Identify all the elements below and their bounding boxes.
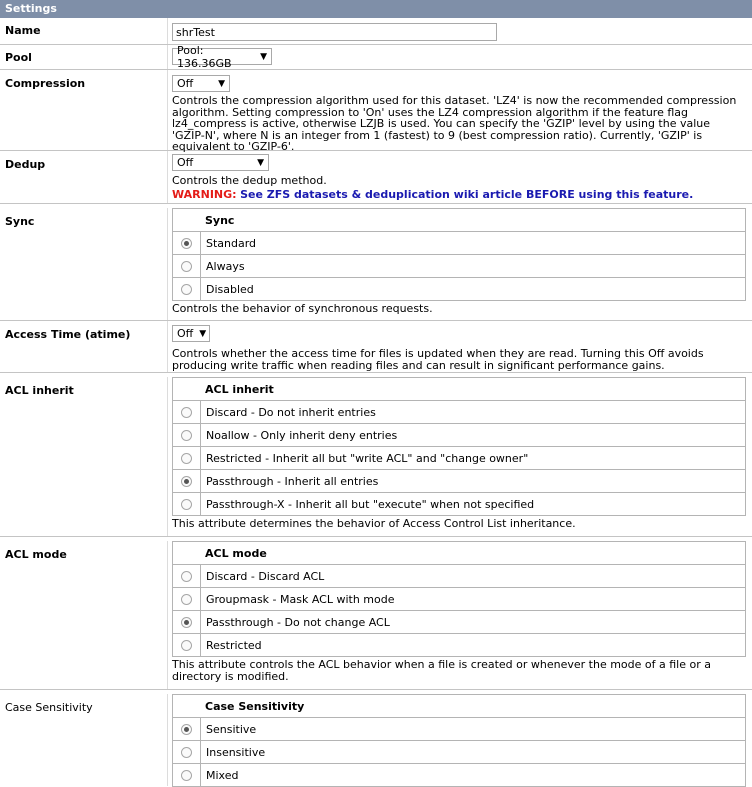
acl-inherit-option[interactable] (173, 493, 746, 516)
radio-button[interactable] (181, 238, 192, 249)
atime-select[interactable] (172, 325, 210, 342)
dedup-warning-label: WARNING: (172, 187, 237, 201)
radio-button[interactable] (181, 617, 192, 628)
case-sensitivity-option[interactable] (173, 764, 746, 787)
compression-select[interactable] (172, 75, 230, 92)
chevron-down-icon: ▼ (257, 157, 264, 168)
acl-inherit-option-label: Passthrough-X - Inherit all but "execute" when not specified (201, 493, 746, 516)
atime-select-value: Off (177, 327, 194, 340)
acl-inherit-radio-table (172, 377, 746, 516)
sync-option[interactable] (173, 255, 746, 278)
acl-mode-option[interactable] (173, 611, 746, 634)
dedup-description: Controls the dedup method. (172, 174, 327, 187)
acl-inherit-option-label: Passthrough - Inherit all entries (201, 470, 746, 493)
dedup-select-value: Off (177, 156, 194, 169)
acl-inherit-option-label: Noallow - Only inherit deny entries (201, 424, 746, 447)
compression-select-value: Off (177, 77, 194, 90)
case-sensitivity-label: Case Sensitivity (5, 701, 93, 714)
radio-button[interactable] (181, 476, 192, 487)
row-name (0, 18, 752, 45)
case-sensitivity-option[interactable] (173, 718, 746, 741)
acl-mode-option-label: Groupmask - Mask ACL with mode (201, 588, 746, 611)
acl-mode-description: This attribute controls the ACL behavior when a file is created or whenever the mode of a file or a directory is modified. (172, 658, 711, 683)
chevron-down-icon: ▼ (199, 328, 207, 339)
sync-option-label: Standard (201, 232, 746, 255)
pool-select-value: Pool: 136.36GB (177, 43, 232, 70)
acl-inherit-option[interactable] (173, 424, 746, 447)
radio-button[interactable] (181, 747, 192, 758)
radio-button[interactable] (181, 453, 192, 464)
chevron-down-icon: ▼ (218, 78, 225, 89)
case-sensitivity-option[interactable] (173, 741, 746, 764)
radio-button[interactable] (181, 499, 192, 510)
sync-label: Sync (5, 215, 35, 228)
radio-button[interactable] (181, 407, 192, 418)
case-sensitivity-option-label: Sensitive (201, 718, 746, 741)
acl-mode-table-header: ACL mode (173, 542, 746, 565)
row-pool (0, 45, 752, 70)
radio-button[interactable] (181, 724, 192, 735)
sync-radio-table (172, 208, 746, 301)
radio-button[interactable] (181, 770, 192, 781)
dedup-label: Dedup (5, 158, 46, 171)
atime-description: Controls whether the access time for files is updated when they are read. Turning this Off avoids producing write traffic when reading files and can result in significant performance gains. (172, 347, 704, 372)
sync-description: Controls the behavior of synchronous requests. (172, 302, 433, 315)
pool-label: Pool (5, 51, 32, 64)
radio-button[interactable] (181, 261, 192, 272)
case-sensitivity-option-label: Mixed (201, 764, 746, 787)
case-sensitivity-table-header: Case Sensitivity (173, 695, 746, 718)
acl-inherit-option-label: Discard - Do not inherit entries (201, 401, 746, 424)
acl-inherit-table-header: ACL inherit (173, 378, 746, 401)
radio-button[interactable] (181, 640, 192, 651)
acl-inherit-option[interactable] (173, 447, 746, 470)
acl-mode-radio-table (172, 541, 746, 657)
chevron-down-icon: ▼ (260, 51, 267, 62)
name-input[interactable] (172, 23, 497, 41)
sync-option[interactable] (173, 232, 746, 255)
compression-description: Controls the compression algorithm used for this dataset. 'LZ4' is now the recommended compression algorithm. Setting compression to 'On' uses the LZ4 compression algorithm if the feature flag lz4_compress is active, otherwise LZJB is used. You can specify the 'GZIP' level by using the value 'GZIP-N', where N is an integer from 1 (fastest) to 9 (best compression ratio). Currently, 'GZIP' is equivalent to 'GZIP-6'. (172, 94, 737, 153)
row-acl-inherit (0, 377, 752, 537)
settings-header (0, 0, 752, 18)
radio-button[interactable] (181, 430, 192, 441)
row-acl-mode (0, 541, 752, 690)
acl-mode-option-label: Discard - Discard ACL (201, 565, 746, 588)
row-case-sensitivity (0, 694, 752, 786)
acl-inherit-option-label: Restricted - Inherit all but "write ACL" and "change owner" (201, 447, 746, 470)
acl-inherit-description: This attribute determines the behavior of Access Control List inheritance. (172, 517, 576, 530)
radio-button[interactable] (181, 284, 192, 295)
settings-title: Settings (5, 2, 57, 15)
acl-mode-option[interactable] (173, 588, 746, 611)
pool-select[interactable] (172, 43, 272, 70)
sync-option-label: Disabled (201, 278, 746, 301)
acl-mode-label: ACL mode (5, 548, 67, 561)
radio-button[interactable] (181, 594, 192, 605)
acl-inherit-option[interactable] (173, 470, 746, 493)
acl-inherit-label: ACL inherit (5, 384, 74, 397)
name-label: Name (5, 24, 41, 37)
acl-mode-option-label: Restricted (201, 634, 746, 657)
compression-label: Compression (5, 77, 86, 90)
sync-table-header: Sync (173, 209, 746, 232)
atime-label: Access Time (atime) (5, 328, 131, 341)
acl-mode-option[interactable] (173, 634, 746, 657)
row-compression (0, 70, 752, 151)
acl-mode-option-label: Passthrough - Do not change ACL (201, 611, 746, 634)
acl-mode-option[interactable] (173, 565, 746, 588)
radio-button[interactable] (181, 571, 192, 582)
row-dedup (0, 151, 752, 204)
case-sensitivity-radio-table (172, 694, 746, 787)
dedup-select[interactable] (172, 154, 269, 171)
row-sync (0, 208, 752, 321)
case-sensitivity-option-label: Insensitive (201, 741, 746, 764)
dedup-warning-link[interactable]: See ZFS datasets & deduplication wiki article BEFORE using this feature. (240, 187, 694, 201)
sync-option-label: Always (201, 255, 746, 278)
sync-option[interactable] (173, 278, 746, 301)
row-atime (0, 321, 752, 373)
acl-inherit-option[interactable] (173, 401, 746, 424)
